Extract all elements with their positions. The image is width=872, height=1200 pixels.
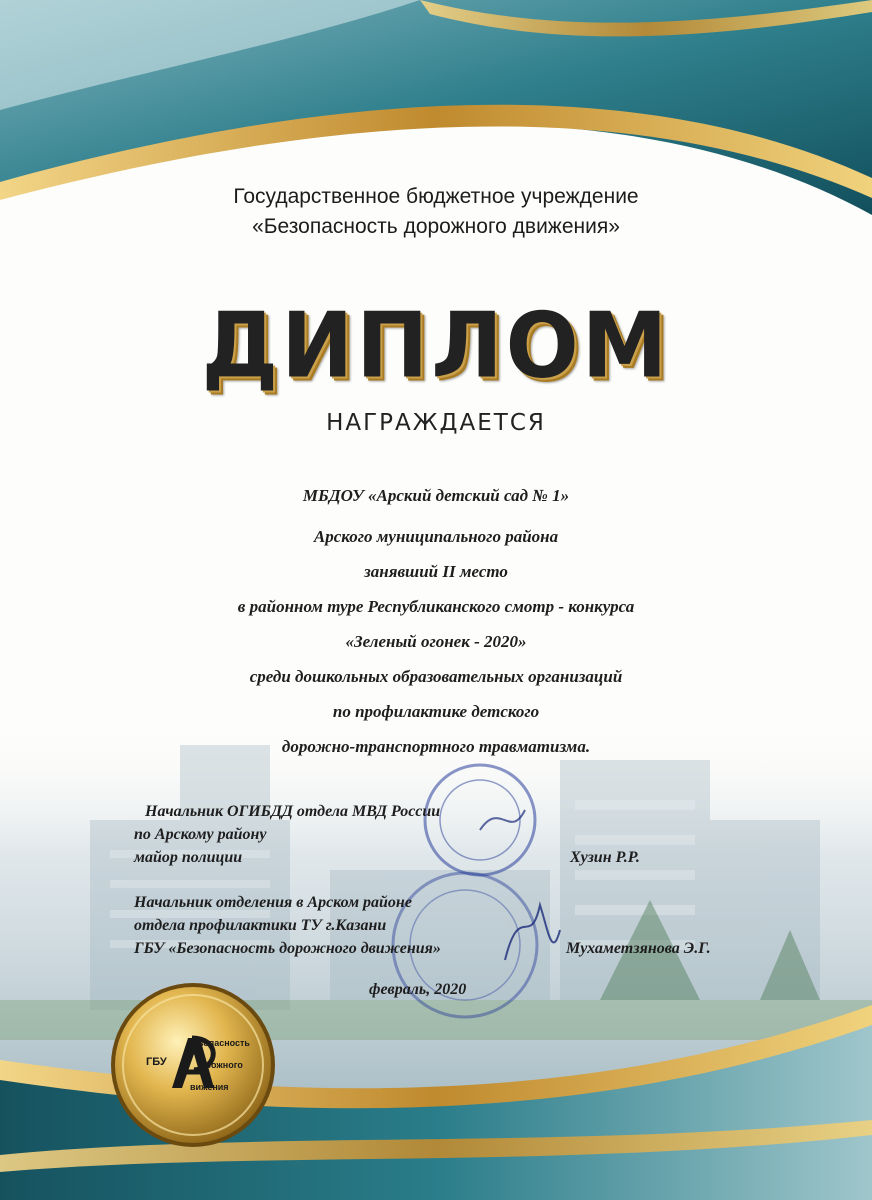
issue-date: февраль, 2020 — [369, 981, 467, 998]
logo-org-text: ГБУ — [146, 1056, 167, 1068]
body-line-topic-end: дорожно-транспортного травматизма. — [281, 737, 591, 756]
logo-word-3: вижения — [190, 1082, 229, 1092]
body-line-contest-name: «Зеленый огонек - 2020» — [345, 632, 527, 651]
signatory-2-position: Начальник отделения в Арском районе — [134, 894, 412, 911]
logo-word-1: езопасность — [194, 1038, 250, 1048]
body-line-contest: в районном туре Республиканского смотр - конкурса — [237, 597, 635, 616]
logo-word-2: орожного — [200, 1060, 243, 1070]
signatory-1-name: Хузин Р.Р. — [570, 849, 640, 866]
body-line-topic: по профилактике детского — [332, 702, 540, 721]
issuer-name-line-2: «Безопасность дорожного движения» — [252, 215, 620, 238]
signatory-1-rank: майор полиции — [134, 849, 243, 866]
diploma-title: ДИПЛОМ — [201, 293, 671, 399]
body-line-place: занявший II место — [364, 562, 508, 581]
awarded-heading: НАГРАЖДАЕТСЯ — [326, 410, 546, 436]
gold-seal-icon — [108, 980, 278, 1150]
signatory-2-department: отдела профилактики ТУ г.Казани — [134, 917, 387, 934]
signatory-2-name: Мухаметзянова Э.Г. — [566, 940, 711, 957]
body-line-category: среди дошкольных образовательных организаций — [249, 667, 623, 686]
body-line-recipient: МБДОУ «Арский детский сад № 1» — [302, 486, 570, 505]
signatory-1-position: Начальник ОГИБДД отдела МВД России — [145, 803, 441, 820]
issuer-name-line-1: Государственное бюджетное учреждение — [233, 185, 639, 208]
signatory-2-organization: ГБУ «Безопасность дорожного движения» — [134, 940, 441, 957]
signatory-1-district: по Арскому району — [134, 826, 267, 843]
body-line-district: Арского муниципального района — [313, 527, 559, 546]
organization-logo-badge — [108, 980, 278, 1150]
